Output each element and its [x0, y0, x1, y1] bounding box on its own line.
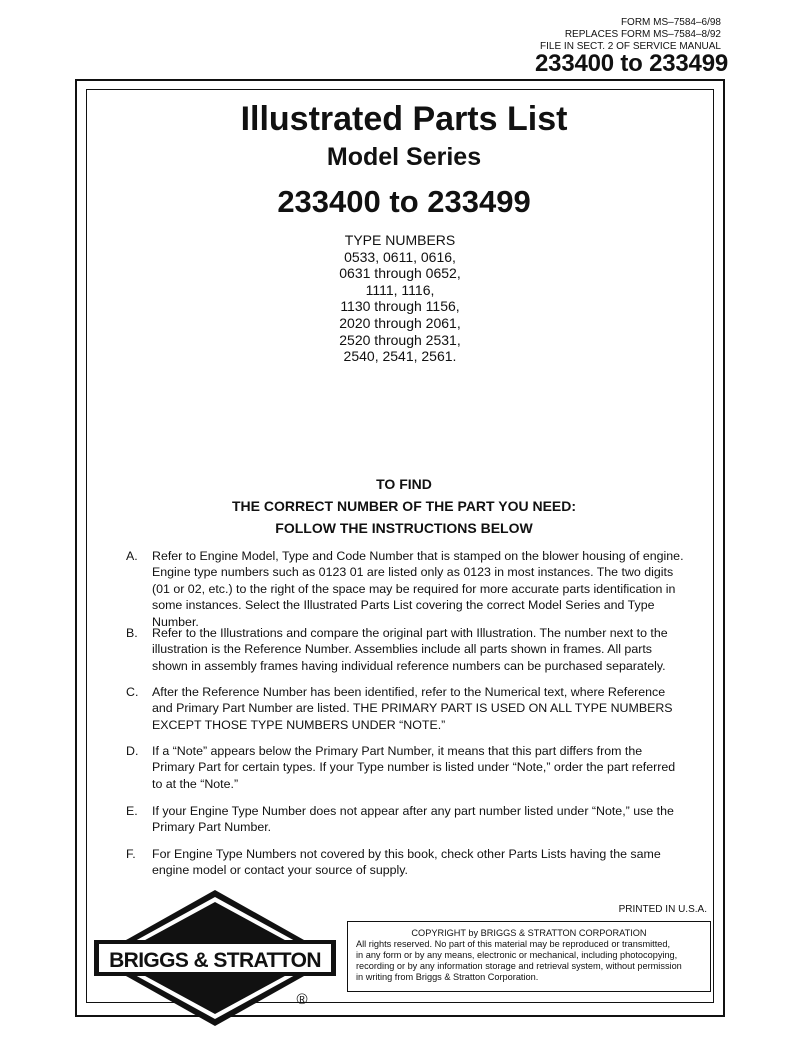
instruction-text: For Engine Type Numbers not covered by this book, check other Parts Lists having the same engine model or contact your source of supply. — [152, 847, 661, 878]
instruction-text: If a “Note” appears below the Primary Part Number, it means that this part differs from the Primary Part for certain types. If your Type number is listed under “Note,” order the part referred to at the “Note.” — [152, 744, 676, 791]
type-numbers — [300, 232, 500, 365]
instruction-text: Refer to Engine Model, Type and Code Number that is stamped on the blower housing of engine. Engine type numbers such as 0123 01 are listed only as 0123 in most instances. The two digits (01 or 02, etc.) to the right of the space may be required for more accurate parts identification in some instances. Select the Illustrated Parts List covering the correct Model Series and Type Number. — [152, 549, 684, 629]
instruction-letter: D. — [126, 744, 139, 758]
copyright-box — [347, 921, 711, 992]
type-numbers-line: 2520 through 2531, — [339, 331, 461, 348]
copyright-line: recording or by any information storage and retrieval system, without permission — [356, 961, 682, 971]
logo-text: BRIGGS & STRATTON — [109, 949, 321, 972]
type-numbers-line: 2020 through 2061, — [339, 314, 461, 331]
instruction-text: After the Reference Number has been identified, refer to the Numerical text, where Reference and Primary Part Number are listed. THE PRIMARY PART IS USED ON ALL TYPE NUMBERS EXCEPT THOSE TYPE NUMBERS UNDER “NOTE.” — [152, 685, 673, 732]
printed-in: PRINTED IN U.S.A. — [618, 904, 707, 915]
instruction-letter: A. — [126, 549, 138, 563]
copyright-line: in any form or by any means, electronic or mechanical, including photocopying, — [356, 950, 678, 960]
replaces-form: REPLACES FORM MS–7584–8/92 — [564, 29, 721, 40]
form-header — [540, 17, 721, 53]
briggs-stratton-logo — [90, 888, 340, 1028]
file-location: FILE IN SECT. 2 OF SERVICE MANUAL — [540, 41, 721, 52]
type-numbers-heading: TYPE NUMBERS — [344, 232, 456, 248]
find-heading — [0, 473, 808, 539]
copyright-line: in writing from Briggs & Stratton Corporation. — [356, 972, 539, 982]
type-numbers-line: 1130 through 1156, — [340, 298, 460, 315]
type-numbers-line: 0631 through 0652, — [339, 265, 461, 282]
copyright-line: All rights reserved. No part of this material may be reproduced or transmitted, — [356, 939, 671, 949]
find-line-1: TO FIND — [376, 476, 432, 492]
instruction-letter: F. — [126, 847, 136, 861]
instruction-c — [126, 684, 686, 733]
instruction-a — [126, 548, 686, 630]
page-subtitle: Model Series — [326, 143, 482, 171]
instruction-text: If your Engine Type Number does not appear after any part number listed under “Note,” use the Primary Part Number. — [152, 804, 674, 835]
type-numbers-line: 0533, 0611, 0616, — [344, 248, 456, 265]
instruction-f — [126, 846, 686, 879]
instruction-letter: B. — [126, 626, 138, 640]
instruction-letter: E. — [126, 804, 138, 818]
model-range: 233400 to 233499 — [277, 184, 531, 219]
instruction-text: Refer to the Illustrations and compare the original part with Illustration. The number next to the illustration is the Reference Number. Assemblies include all parts shown in frames. All parts shown in assembly frames having individual reference numbers can be purchased separately. — [152, 626, 668, 673]
header-model-range: 233400 to 233499 — [535, 50, 728, 77]
instruction-letter: C. — [126, 685, 139, 699]
find-line-3: FOLLOW THE INSTRUCTIONS BELOW — [275, 520, 533, 536]
copyright-title: COPYRIGHT by BRIGGS & STRATTON CORPORATION — [411, 928, 647, 938]
find-line-2: THE CORRECT NUMBER OF THE PART YOU NEED: — [231, 498, 577, 514]
type-numbers-line: 1111, 1116, — [365, 281, 435, 298]
instruction-b — [126, 625, 686, 674]
instruction-e — [126, 803, 686, 836]
type-numbers-line: 2540, 2541, 2561. — [343, 348, 457, 365]
form-number: FORM MS–7584–6/98 — [620, 17, 721, 28]
page-title: Illustrated Parts List — [240, 100, 568, 138]
registered-mark: ® — [296, 991, 308, 1008]
instruction-d — [126, 743, 686, 792]
